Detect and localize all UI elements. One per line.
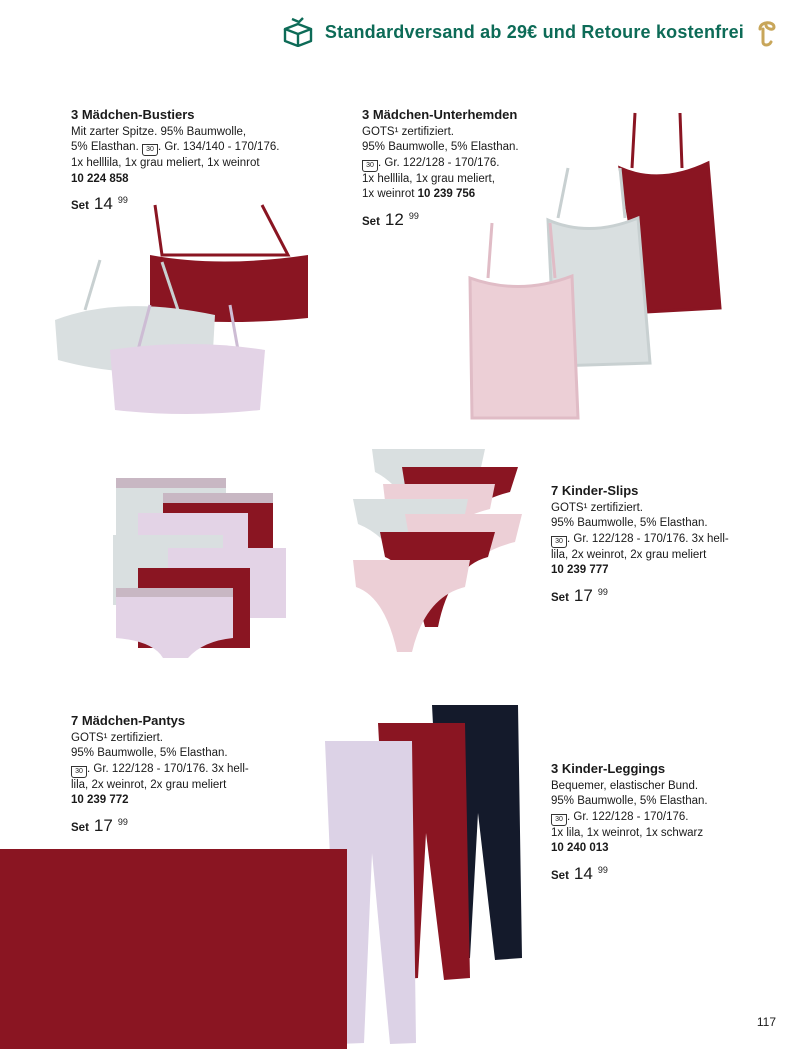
product-desc-line: GOTS¹ zertifiziert.: [362, 125, 455, 138]
product-bustiers: [71, 107, 279, 215]
product-desc-line: 1x weinrot: [362, 188, 415, 200]
product-desc-line: . Gr. 134/140 - 170/176.: [157, 141, 280, 153]
product-title: 7 Mädchen-Pantys: [71, 713, 186, 728]
slips-image: [350, 447, 525, 657]
price-euros: 14: [573, 863, 593, 883]
product-desc-line: Bequemer, elastischer Bund.: [551, 779, 699, 792]
product-desc-line: 1x lila, 1x weinrot, 1x schwarz: [551, 826, 704, 839]
price-cents: 99: [408, 210, 419, 221]
price-euros: 17: [573, 585, 593, 605]
price-euros: 17: [93, 815, 113, 835]
tchibo-logo: [754, 17, 780, 47]
price-unit: Set: [551, 869, 569, 882]
product-desc-line: GOTS¹ zertifiziert.: [551, 501, 644, 514]
article-number: 10 239 777: [551, 564, 609, 576]
price: [71, 817, 249, 837]
price-euros: 12: [384, 209, 404, 229]
product-desc-line: . Gr. 122/128 - 170/176. 3x hell-: [87, 762, 249, 775]
price-unit: Set: [71, 200, 89, 212]
price: [551, 865, 708, 885]
article-number: 10 239 756: [417, 188, 476, 200]
leggings-image: [320, 703, 530, 1048]
page-number: 117: [756, 1015, 776, 1029]
price: [551, 587, 729, 607]
box-shipping-icon: [281, 17, 315, 47]
product-desc-line: 95% Baumwolle, 5% Elasthan.: [551, 795, 708, 807]
product-desc-line: 95% Baumwolle, 5% Elasthan.: [71, 747, 228, 759]
product-desc-line: lila, 2x weinrot, 2x grau meliert: [71, 778, 227, 791]
product-title: 3 Mädchen-Bustiers: [71, 107, 195, 122]
article-number: 10 240 013: [551, 842, 609, 854]
price-cents: 99: [597, 864, 608, 875]
shipping-text: Standardversand ab 29€ und Retoure kostenfrei: [324, 21, 744, 42]
pantys-image: [108, 473, 293, 663]
product-title: 3 Mädchen-Unterhemden: [362, 107, 518, 122]
washing-icon: 30: [362, 160, 378, 172]
price-cents: 99: [597, 586, 608, 597]
product-desc-line: . Gr. 122/128 - 170/176. 3x hell-: [567, 532, 729, 545]
product-title: 3 Kinder-Leggings: [551, 761, 666, 776]
product-desc-line: GOTS¹ zertifiziert.: [71, 731, 164, 744]
washing-icon: 30: [551, 536, 567, 548]
decorative-red-block: [0, 849, 347, 1049]
shipping-banner: [281, 12, 780, 52]
price-cents: 99: [117, 816, 128, 827]
product-desc-line: . Gr. 122/128 - 170/176.: [567, 810, 689, 823]
product-leggings: [551, 761, 708, 884]
product-slips: [551, 483, 729, 606]
bustier-weinrot: [150, 205, 308, 322]
price-cents: 99: [117, 195, 128, 205]
product-desc-line: 95% Baumwolle, 5% Elasthan.: [362, 141, 519, 153]
price-euros: 14: [93, 194, 113, 213]
washing-icon: 30: [551, 814, 567, 826]
washing-icon: 30: [71, 766, 87, 778]
product-desc-line: Mit zarter Spitze. 95% Baumwolle,: [71, 125, 247, 138]
product-pantys: [71, 713, 249, 836]
washing-icon: 30: [142, 144, 158, 156]
product-desc-line: 95% Baumwolle, 5% Elasthan.: [551, 517, 708, 529]
bustiers-image: [50, 200, 320, 420]
price-unit: Set: [551, 591, 569, 604]
article-number: 10 224 858: [71, 172, 129, 185]
product-desc-line: 1x helllila, 1x grau meliert, 1x weinrot: [71, 157, 260, 169]
product-desc-line: 1x helllila, 1x grau meliert,: [362, 172, 495, 185]
product-title: 7 Kinder-Slips: [551, 483, 639, 498]
price-unit: Set: [362, 215, 380, 228]
product-desc-line: 5% Elasthan.: [71, 141, 139, 153]
product-desc-line: . Gr. 122/128 - 170/176.: [378, 156, 500, 169]
product-desc-line: lila, 2x weinrot, 2x grau meliert: [551, 548, 707, 561]
unterhemden-image: [460, 108, 730, 420]
price-unit: Set: [71, 821, 89, 834]
article-number: 10 239 772: [71, 794, 129, 806]
